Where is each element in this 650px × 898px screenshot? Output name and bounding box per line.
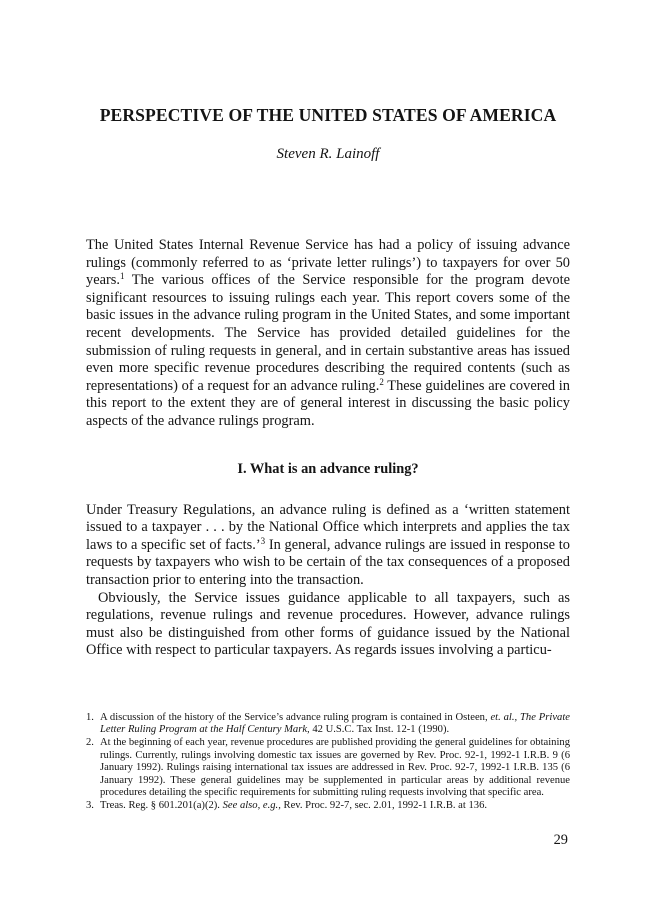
footnote-citation-italic: et. al., The Private Letter Ruling Program at the Half Century Mark,	[100, 711, 570, 736]
footnote-ref-1: 1	[119, 271, 125, 282]
footnote-text-part: 42 U.S.C. Tax Inst. 12-1 (1990).	[309, 724, 450, 736]
footnote-2	[86, 737, 570, 800]
footnote-3	[86, 800, 570, 813]
intro-text-b: The various offices of the Service responsible for the program devote significant resources to issuing rulings each year. This report covers some of the basic issues in the advance ruling program in the United States, and some important recent developments. The Service has provided detailed guidelines for the submission of ruling requests in general, and in certain substantive areas has issued even more specific revenue procedures describing the required contents (such as representations) of a request for an advance ruling.	[86, 272, 570, 394]
footnote-number: 1.	[86, 711, 94, 723]
footnote-text-part: A discussion of the history of the Service’s advance ruling program is contained in Osteen,	[100, 711, 491, 723]
footnotes	[86, 712, 570, 813]
footnote-citation-italic: See also, e.g.,	[222, 800, 281, 812]
section-p1-text-b: In general, advance rulings are issued in response to requests by taxpayers who wish to be certain of the tax consequences of a proposed transaction prior to entering into the transaction.	[86, 536, 570, 588]
footnote-text-part: Rev. Proc. 92-7, sec. 2.01, 1992-1 I.R.B. at 136.	[280, 800, 488, 812]
footnote-text: At the beginning of each year, revenue procedures are published providing the general guidelines for obtaining rulings. Currently, rulings involving domestic tax issues are governed by Rev. Proc. 92-1, 1992-1 I.R.B. 9 (6 January 1992). Rulings raising international tax issues are addressed in Rev. Proc. 92-7, 1992-1 I.R.B. 135 (6 January 1992). These general guidelines may be supplemented in particular areas by additional revenue procedures detailing the specific requirements for submitting ruling requests involving that specific area.	[100, 737, 570, 799]
intro-text-a: The United States Internal Revenue Service has had a policy of issuing advance rulings (commonly referred to as ‘private letter rulings’) to taxpayers for over 50 years.	[86, 237, 570, 289]
intro-text-c: These guidelines are covered in this report to the extent they are of general interest in discussing the basic policy aspects of the advance rulings program.	[86, 377, 570, 429]
intro-paragraph	[86, 237, 570, 431]
article-title: PERSPECTIVE OF THE UNITED STATES OF AMERICA	[99, 105, 557, 125]
footnote-text	[100, 800, 570, 813]
footnote-ref-2: 2	[379, 376, 384, 387]
footnote-number: 2.	[86, 737, 94, 749]
author-name: Steven R. Lainoff	[276, 146, 380, 162]
section-p1-text-a: Under Treasury Regulations, an advance ruling is defined as a ‘written statement issued to a taxpayer . . . by the National Office which interprets and applies the tax laws to a specific set of facts.’	[86, 501, 570, 553]
section-paragraph-1	[86, 502, 570, 590]
footnote-ref-3: 3	[260, 535, 266, 546]
footnote-text-part: Treas. Reg. § 601.201(a)(2).	[100, 800, 223, 812]
section-paragraph-2: Obviously, the Service issues guidance applicable to all taxpayers, such as regulations, revenue rulings and revenue procedures. However, advance rulings must also be distinguished from other forms of guidance issued by the National Office with respect to particular taxpayers. As regards issues involving a particu-	[86, 589, 570, 659]
section-heading: I. What is an advance ruling?	[237, 460, 419, 477]
footnote-text	[100, 712, 570, 737]
footnote-1	[86, 712, 570, 737]
page-number: 29	[553, 832, 568, 848]
footnote-number: 3.	[86, 800, 94, 812]
document-page	[86, 104, 570, 813]
